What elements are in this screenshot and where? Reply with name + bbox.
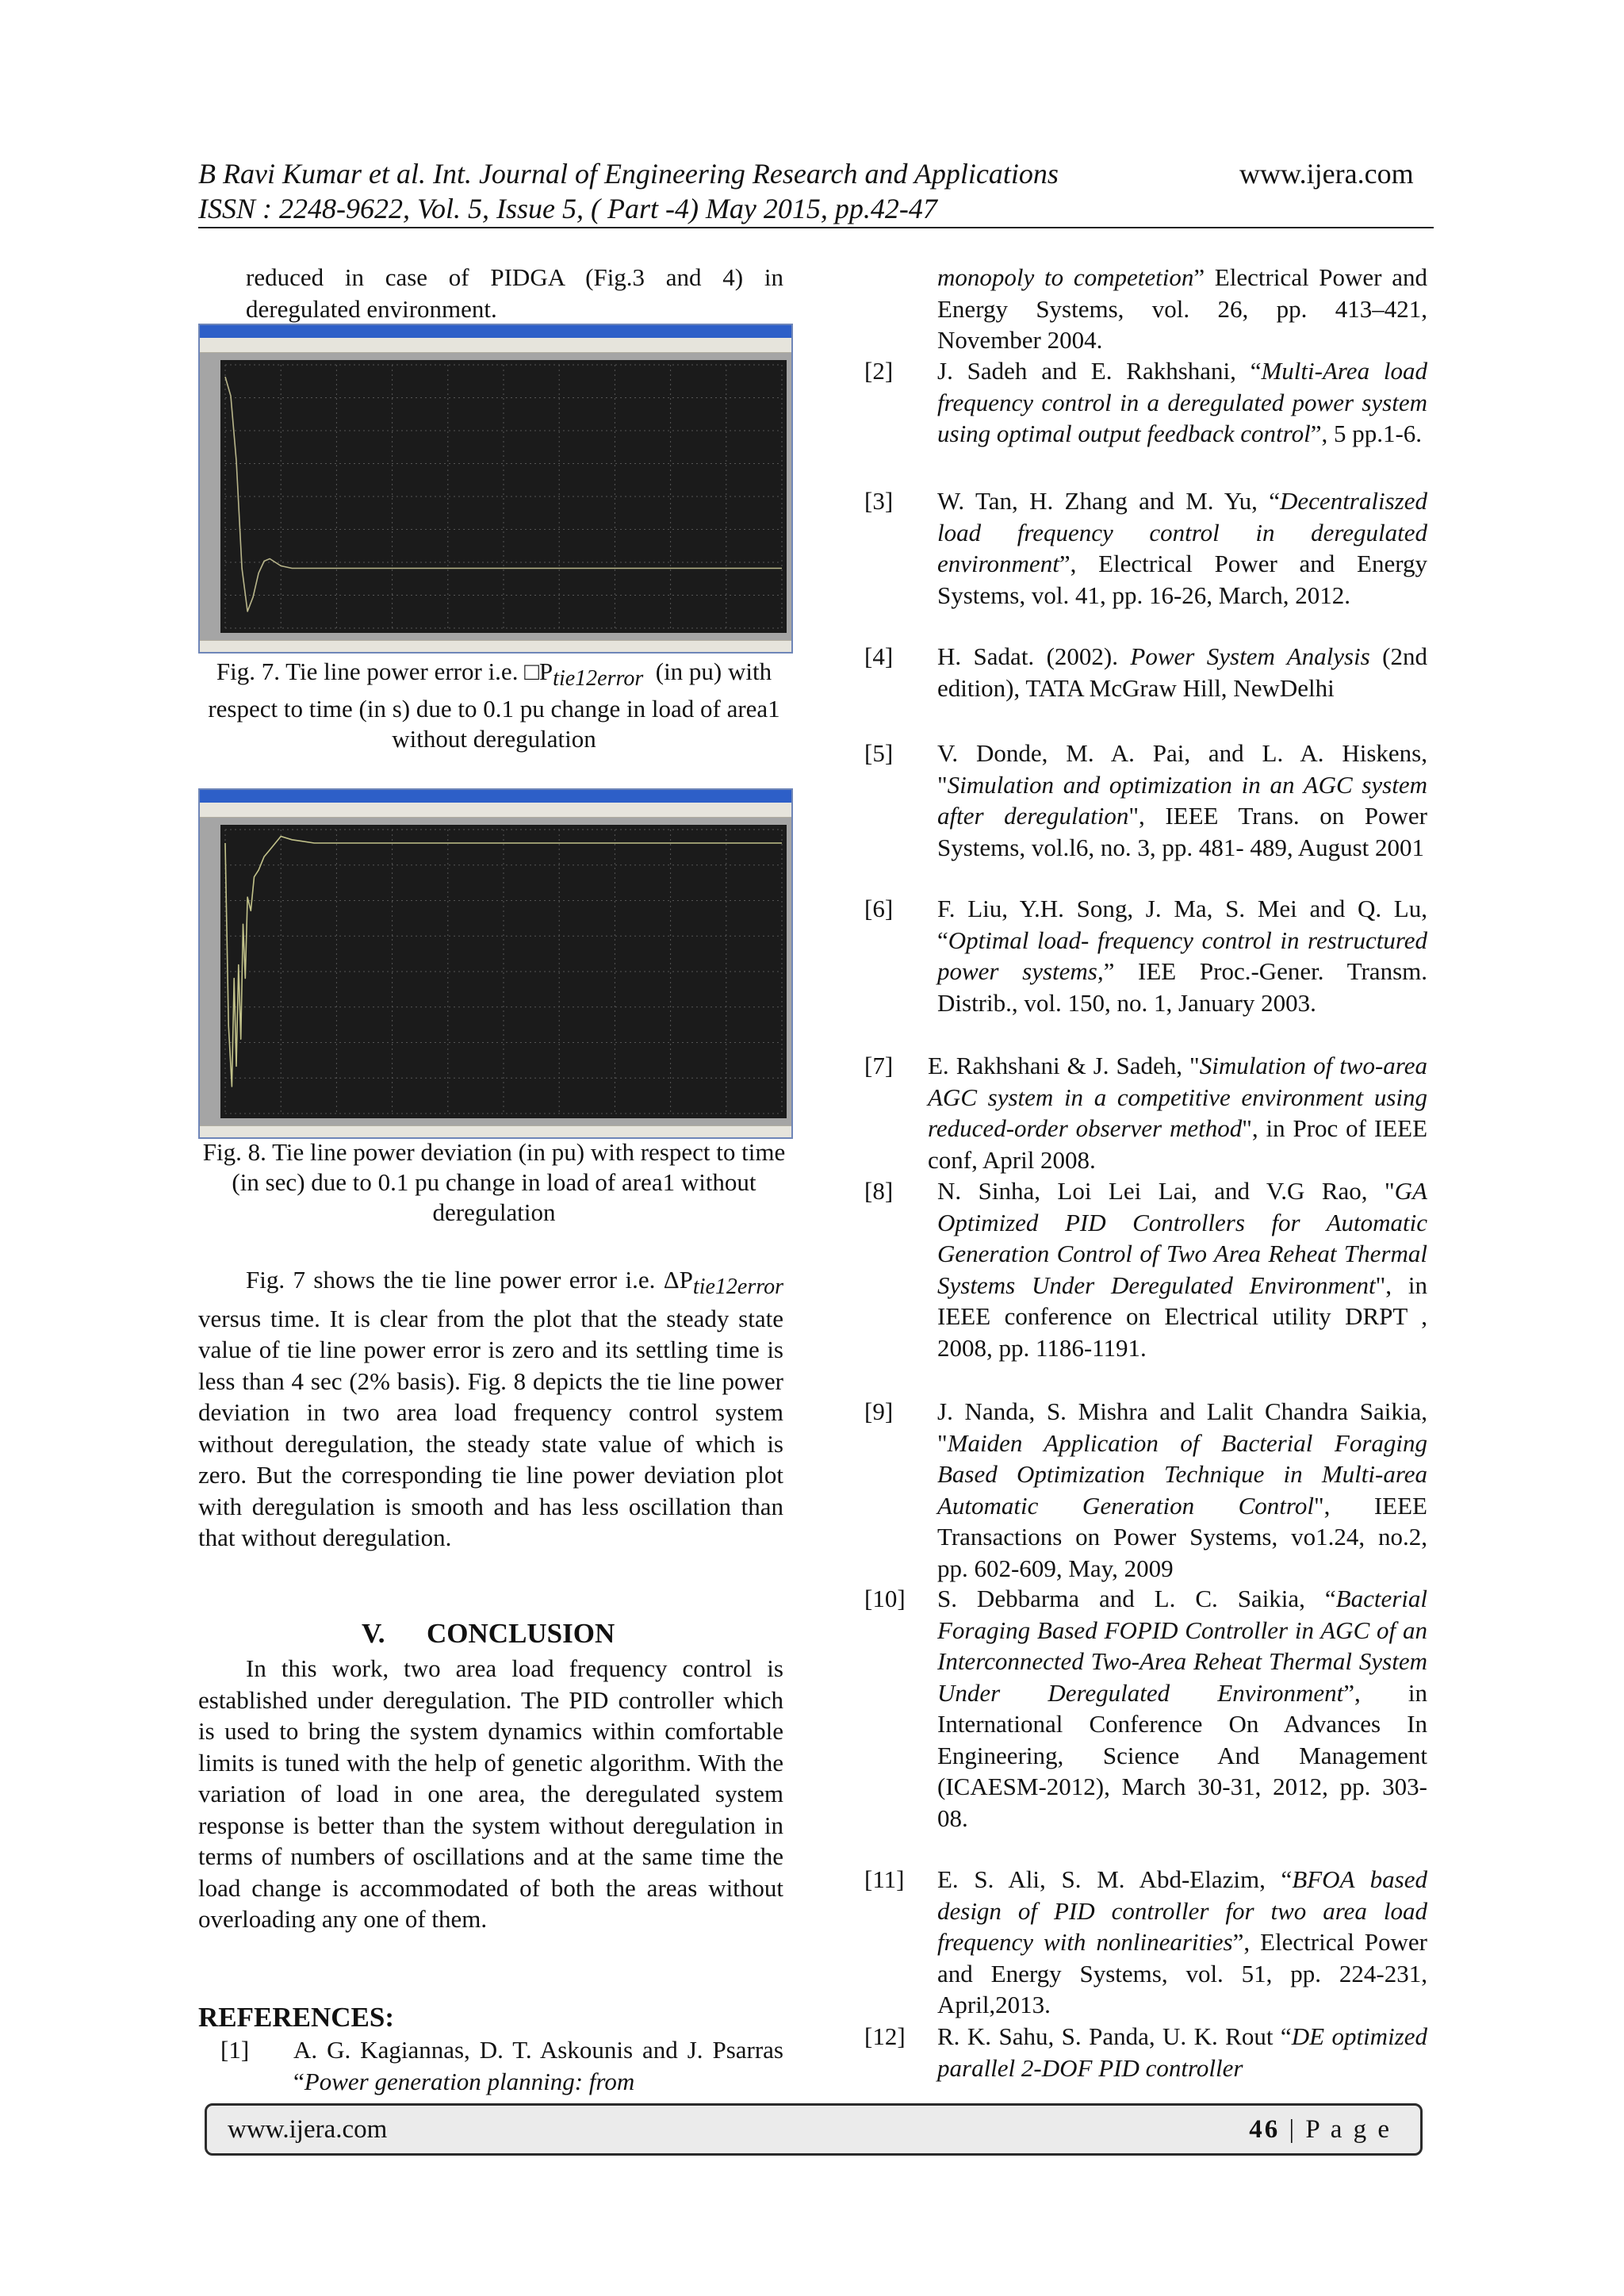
scope-statusbar — [200, 640, 791, 652]
scope-statusbar — [200, 1125, 791, 1137]
references-heading: REFERENCES: — [198, 2002, 394, 2033]
conclusion-heading: V. CONCLUSION — [362, 1618, 615, 1649]
journal-title: B Ravi Kumar et al. Int. Journal of Engineering Research and Applications — [198, 158, 1059, 190]
fig7-chart — [220, 360, 787, 633]
issn-line: ISSN : 2248-9622, Vol. 5, Issue 5, ( Part -4) May 2015, pp.42-47 — [198, 193, 937, 224]
intro-text: reduced in case of PIDGA (Fig.3 and 4) in deregulated environment. — [246, 263, 783, 323]
fig8-scope-window — [198, 788, 793, 1139]
scope-toolbar — [200, 803, 791, 818]
fig8-chart — [220, 825, 787, 1118]
discussion-paragraph: Fig. 7 shows the tie line power error i.e. $\Delta P_{tie12error}$ versus time. It is clear from the plot that the steady state value of tie line power error is zero and its settling time is less than 4 sec (2% basis). Fig. 8 depicts the tie line power deviation in two area load frequency control system without deregulation, the steady state value of which is zero. But the corresponding tie line power deviation plot with deregulation is smooth and has less oscillation than that without deregulation. — [198, 1266, 783, 1552]
scope-titlebar — [200, 325, 791, 338]
journal-site[interactable]: www.ijera.com — [1239, 158, 1414, 190]
fig7-caption: Fig. 7. Tie line power error i.e. $□P_{tie12error}$ (in pu) with respect to time (in s) due to 0.1 pu change in load of area1 without deregulation — [208, 657, 780, 753]
fig8-plot-area — [220, 825, 787, 1118]
page-number: 46 | P a g e — [1249, 2115, 1392, 2144]
fig7-plot-area — [220, 360, 787, 633]
fig8-caption: Fig. 8. Tie line power deviation (in pu) with respect to time (in sec) due to 0.1 pu change in load of area1 without deregulation — [202, 1138, 786, 1226]
header-rule — [198, 227, 1434, 228]
page-footer — [205, 2103, 1423, 2156]
footer-site-link[interactable]: www.ijera.com — [228, 2115, 388, 2144]
scope-titlebar — [200, 790, 791, 803]
scope-toolbar — [200, 338, 791, 353]
fig7-scope-window — [198, 324, 793, 654]
conclusion-paragraph: In this work, two area load frequency control is established under deregulation. The PID controller which is used to bring the system dynamics within comfortable limits is tuned with the help of genetic algorithm. With the variation of load in one area, the deregulated system response is better than the system without deregulation in terms of numbers of oscillations and at the same time the load change is accommodated of both the areas without overloading any one of them. — [198, 1654, 783, 1933]
